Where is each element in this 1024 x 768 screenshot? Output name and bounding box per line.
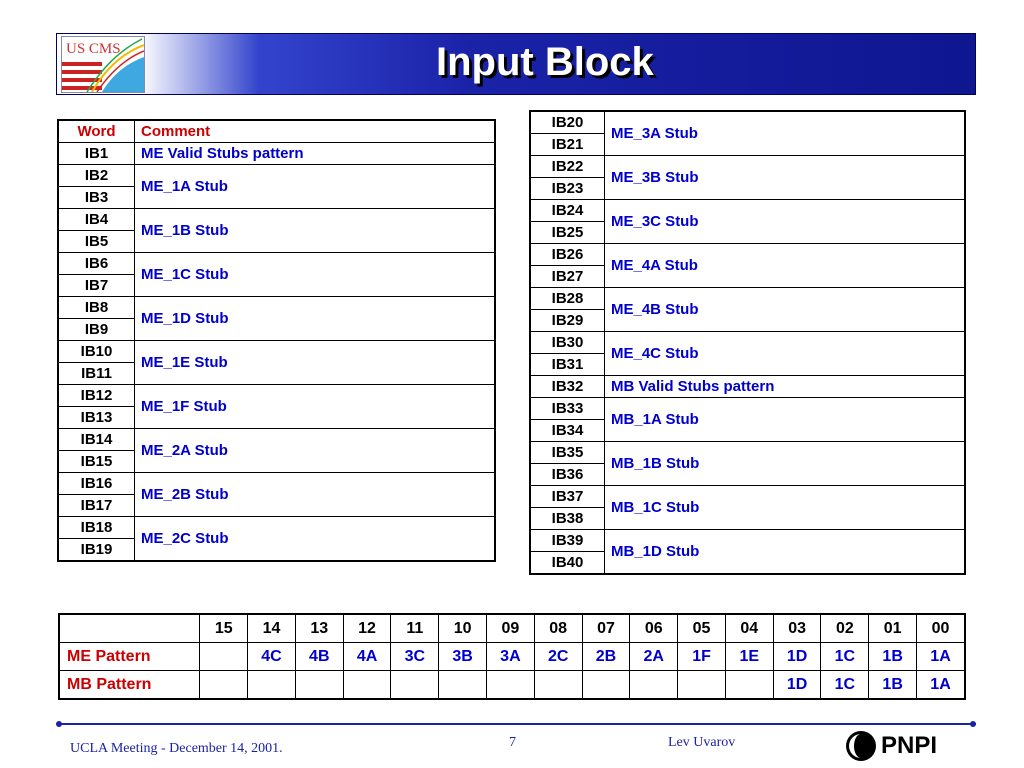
bit-index-cell: 12 xyxy=(343,614,391,643)
pattern-value-cell: 4A xyxy=(343,643,391,671)
word-cell: IB23 xyxy=(530,178,605,200)
pnpi-logo xyxy=(845,730,937,762)
pattern-value-cell xyxy=(725,671,773,700)
comment-cell: ME_1B Stub xyxy=(135,209,496,253)
bit-index-cell: 11 xyxy=(391,614,439,643)
word-cell: IB11 xyxy=(58,363,135,385)
bit-index-cell: 08 xyxy=(534,614,582,643)
word-cell: IB8 xyxy=(58,297,135,319)
bit-index-cell: 04 xyxy=(725,614,773,643)
column-header-comment: Comment xyxy=(135,120,496,143)
pattern-value-cell: 1D xyxy=(773,643,821,671)
word-cell: IB36 xyxy=(530,464,605,486)
word-cell: IB39 xyxy=(530,530,605,552)
bit-index-cell: 07 xyxy=(582,614,630,643)
footer-divider xyxy=(58,723,976,725)
word-cell: IB3 xyxy=(58,187,135,209)
word-cell: IB16 xyxy=(58,473,135,495)
word-cell: IB10 xyxy=(58,341,135,363)
comment-cell: MB_1C Stub xyxy=(605,486,966,530)
word-cell: IB13 xyxy=(58,407,135,429)
bit-index-cell: 09 xyxy=(487,614,535,643)
word-cell: IB20 xyxy=(530,111,605,134)
word-cell: IB37 xyxy=(530,486,605,508)
word-cell: IB21 xyxy=(530,134,605,156)
table-row xyxy=(530,332,965,354)
comment-cell: ME_1C Stub xyxy=(135,253,496,297)
comment-cell: MB_1B Stub xyxy=(605,442,966,486)
table-row xyxy=(58,385,495,407)
pattern-value-cell xyxy=(248,671,296,700)
word-cell: IB26 xyxy=(530,244,605,266)
comment-cell: ME_3A Stub xyxy=(605,111,966,156)
comment-cell: ME_1E Stub xyxy=(135,341,496,385)
pattern-value-cell: 1C xyxy=(821,671,869,700)
word-cell: IB4 xyxy=(58,209,135,231)
pattern-value-cell xyxy=(678,671,726,700)
word-cell: IB19 xyxy=(58,539,135,562)
table-row xyxy=(530,486,965,508)
comment-cell: ME_2A Stub xyxy=(135,429,496,473)
bit-index-cell: 13 xyxy=(295,614,343,643)
bit-index-cell: 05 xyxy=(678,614,726,643)
comment-cell: ME_4A Stub xyxy=(605,244,966,288)
pattern-value-cell xyxy=(582,671,630,700)
word-cell: IB38 xyxy=(530,508,605,530)
pattern-row xyxy=(59,671,965,700)
comment-cell: ME_2C Stub xyxy=(135,517,496,562)
word-cell: IB30 xyxy=(530,332,605,354)
comment-cell: ME Valid Stubs pattern xyxy=(135,143,496,165)
table-row xyxy=(530,156,965,178)
comment-cell: MB_1D Stub xyxy=(605,530,966,575)
pattern-value-cell: 1F xyxy=(678,643,726,671)
footer-divider-dot xyxy=(56,721,62,727)
word-cell: IB31 xyxy=(530,354,605,376)
word-cell: IB15 xyxy=(58,451,135,473)
footer-meeting: UCLA Meeting - December 14, 2001. xyxy=(70,741,283,756)
pattern-value-cell xyxy=(200,671,248,700)
bit-index-cell: 01 xyxy=(869,614,917,643)
footer-author: Lev Uvarov xyxy=(668,735,736,750)
word-cell: IB34 xyxy=(530,420,605,442)
pattern-value-cell: 2A xyxy=(630,643,678,671)
table-row xyxy=(58,297,495,319)
word-cell: IB40 xyxy=(530,552,605,575)
comment-cell: ME_1F Stub xyxy=(135,385,496,429)
pnpi-emblem-icon xyxy=(845,730,877,762)
bit-index-cell: 02 xyxy=(821,614,869,643)
comment-cell: MB Valid Stubs pattern xyxy=(605,376,966,398)
word-cell: IB14 xyxy=(58,429,135,451)
right-word-table xyxy=(529,110,966,575)
bit-index-cell: 14 xyxy=(248,614,296,643)
pattern-value-cell xyxy=(295,671,343,700)
us-cms-logo xyxy=(61,36,145,93)
bit-header-corner xyxy=(59,614,200,643)
word-cell: IB24 xyxy=(530,200,605,222)
bit-index-cell: 15 xyxy=(200,614,248,643)
pattern-value-cell: 1C xyxy=(821,643,869,671)
comment-cell: ME_3C Stub xyxy=(605,200,966,244)
word-cell: IB17 xyxy=(58,495,135,517)
pnpi-label: PNPI xyxy=(881,732,938,759)
pattern-value-cell xyxy=(534,671,582,700)
bit-index-cell: 10 xyxy=(439,614,487,643)
pattern-row xyxy=(59,643,965,671)
bit-pattern-table xyxy=(58,613,966,700)
table-row xyxy=(530,376,965,398)
pattern-value-cell: 1D xyxy=(773,671,821,700)
comment-cell: ME_1A Stub xyxy=(135,165,496,209)
pattern-value-cell xyxy=(343,671,391,700)
comment-cell: ME_4B Stub xyxy=(605,288,966,332)
pattern-value-cell xyxy=(630,671,678,700)
table-row xyxy=(58,253,495,275)
table-row xyxy=(530,398,965,420)
table-row xyxy=(530,111,965,134)
pattern-value-cell: 2B xyxy=(582,643,630,671)
word-cell: IB6 xyxy=(58,253,135,275)
word-cell: IB1 xyxy=(58,143,135,165)
table-row xyxy=(530,200,965,222)
word-cell: IB5 xyxy=(58,231,135,253)
pattern-value-cell xyxy=(200,643,248,671)
page-title: Input Block xyxy=(436,40,654,84)
word-cell: IB12 xyxy=(58,385,135,407)
footer-page-number: 7 xyxy=(509,735,516,750)
word-cell: IB35 xyxy=(530,442,605,464)
comment-cell: MB_1A Stub xyxy=(605,398,966,442)
word-cell: IB27 xyxy=(530,266,605,288)
pattern-value-cell: 1A xyxy=(917,671,965,700)
pattern-value-cell: 2C xyxy=(534,643,582,671)
table-row xyxy=(530,442,965,464)
word-cell: IB2 xyxy=(58,165,135,187)
word-cell: IB33 xyxy=(530,398,605,420)
table-row xyxy=(58,165,495,187)
word-cell: IB28 xyxy=(530,288,605,310)
table-row xyxy=(530,288,965,310)
footer-divider-dot xyxy=(970,721,976,727)
word-cell: IB32 xyxy=(530,376,605,398)
word-cell: IB22 xyxy=(530,156,605,178)
table-row xyxy=(58,473,495,495)
logo-text: US CMS xyxy=(66,41,121,57)
bit-index-cell: 00 xyxy=(917,614,965,643)
pattern-value-cell: 3A xyxy=(487,643,535,671)
comment-cell: ME_4C Stub xyxy=(605,332,966,376)
pattern-value-cell: 4B xyxy=(295,643,343,671)
word-cell: IB18 xyxy=(58,517,135,539)
table-row xyxy=(530,530,965,552)
word-cell: IB9 xyxy=(58,319,135,341)
pattern-value-cell: 1E xyxy=(725,643,773,671)
pattern-row-label: ME Pattern xyxy=(59,643,200,671)
comment-cell: ME_3B Stub xyxy=(605,156,966,200)
word-cell: IB25 xyxy=(530,222,605,244)
table-row xyxy=(58,517,495,539)
pattern-value-cell: 1B xyxy=(869,671,917,700)
pattern-value-cell: 1A xyxy=(917,643,965,671)
table-row xyxy=(58,209,495,231)
word-cell: IB7 xyxy=(58,275,135,297)
pattern-value-cell: 4C xyxy=(248,643,296,671)
word-cell: IB29 xyxy=(530,310,605,332)
bit-index-cell: 06 xyxy=(630,614,678,643)
table-row xyxy=(58,429,495,451)
bit-header-row xyxy=(59,614,965,643)
pattern-value-cell: 1B xyxy=(869,643,917,671)
comment-cell: ME_2B Stub xyxy=(135,473,496,517)
table-row xyxy=(58,341,495,363)
table-header-row xyxy=(58,120,495,143)
pattern-row-label: MB Pattern xyxy=(59,671,200,700)
pattern-value-cell: 3C xyxy=(391,643,439,671)
pattern-value-cell xyxy=(391,671,439,700)
pattern-value-cell xyxy=(487,671,535,700)
column-header-word: Word xyxy=(58,120,135,143)
pattern-value-cell xyxy=(439,671,487,700)
table-row xyxy=(58,143,495,165)
pattern-value-cell: 3B xyxy=(439,643,487,671)
comment-cell: ME_1D Stub xyxy=(135,297,496,341)
table-row xyxy=(530,244,965,266)
bit-index-cell: 03 xyxy=(773,614,821,643)
left-word-table xyxy=(57,119,496,562)
